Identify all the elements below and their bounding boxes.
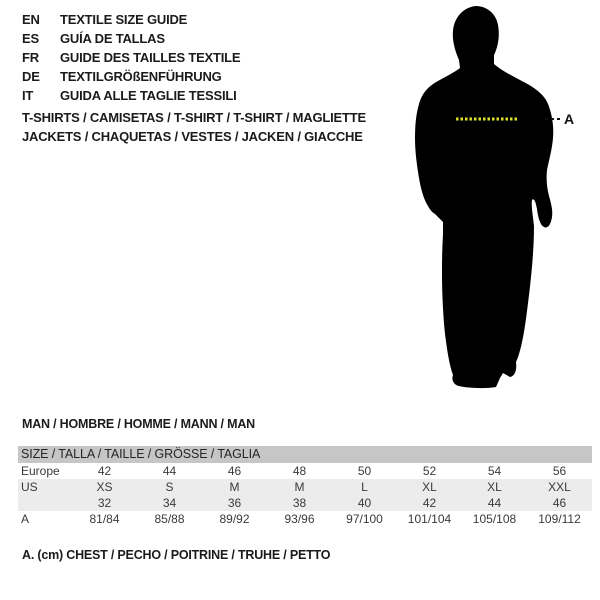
size-value: 81/84 bbox=[89, 512, 120, 526]
size-value: 32 bbox=[97, 496, 112, 510]
table-row-numeric bbox=[18, 495, 592, 511]
size-value: 93/96 bbox=[284, 512, 315, 526]
size-value: 97/100 bbox=[346, 512, 383, 526]
language-row bbox=[22, 86, 240, 105]
language-code: IT bbox=[22, 88, 34, 103]
man-silhouette bbox=[405, 4, 575, 394]
table-row-us bbox=[18, 479, 592, 495]
size-value: 46 bbox=[227, 464, 242, 478]
size-value: 46 bbox=[552, 496, 567, 510]
size-value: 85/88 bbox=[154, 512, 185, 526]
language-title: TEXTILE SIZE GUIDE bbox=[60, 12, 188, 27]
section-title: MAN / HOMBRE / HOMME / MANN / MAN bbox=[22, 417, 255, 431]
size-value: 50 bbox=[357, 464, 372, 478]
language-code: DE bbox=[22, 69, 40, 84]
language-code: FR bbox=[22, 50, 39, 65]
size-value: 44 bbox=[487, 496, 502, 510]
size-value: XL bbox=[487, 480, 502, 494]
size-value: 40 bbox=[357, 496, 372, 510]
category-list bbox=[22, 108, 366, 146]
language-row bbox=[22, 48, 240, 67]
table-row-europe bbox=[18, 463, 592, 479]
size-value: 89/92 bbox=[219, 512, 250, 526]
language-code: EN bbox=[22, 12, 40, 27]
row-label: Europe bbox=[21, 464, 60, 478]
language-row bbox=[22, 10, 240, 29]
size-value: 48 bbox=[292, 464, 307, 478]
language-list bbox=[22, 10, 240, 105]
language-title: TEXTILGRÖßENFÜHRUNG bbox=[60, 69, 222, 84]
measure-label: A bbox=[564, 111, 575, 127]
measurement-footnote: A. (cm) CHEST / PECHO / POITRINE / TRUHE / PETTO bbox=[22, 548, 331, 562]
size-value: L bbox=[361, 480, 368, 494]
man-silhouette-shape bbox=[415, 6, 553, 388]
size-value: M bbox=[294, 480, 305, 494]
size-value: 105/108 bbox=[472, 512, 517, 526]
size-value: 42 bbox=[97, 464, 112, 478]
size-value: 52 bbox=[422, 464, 437, 478]
category-tshirts: T-SHIRTS / CAMISETAS / T-SHIRT / T-SHIRT / MAGLIETTE bbox=[22, 110, 366, 125]
table-row-chest bbox=[18, 511, 592, 527]
size-value: S bbox=[165, 480, 174, 494]
language-row bbox=[22, 67, 240, 86]
size-value: 34 bbox=[162, 496, 177, 510]
size-value: XS bbox=[96, 480, 113, 494]
row-label: US bbox=[21, 480, 38, 494]
size-value: 54 bbox=[487, 464, 502, 478]
size-value: XL bbox=[422, 480, 437, 494]
row-label bbox=[18, 495, 72, 511]
language-row bbox=[22, 29, 240, 48]
size-value: XXL bbox=[548, 480, 571, 494]
language-title: GUIDE DES TAILLES TEXTILE bbox=[60, 50, 241, 65]
size-value: 101/104 bbox=[407, 512, 452, 526]
category-jackets: JACKETS / CHAQUETAS / VESTES / JACKEN / GIACCHE bbox=[22, 129, 363, 144]
size-table-header: SIZE / TALLA / TAILLE / GRÖSSE / TAGLIA bbox=[18, 446, 592, 463]
size-value: 38 bbox=[292, 496, 307, 510]
size-table bbox=[18, 446, 592, 527]
language-title: GUIDA ALLE TAGLIE TESSILI bbox=[60, 88, 237, 103]
size-value: 56 bbox=[552, 464, 567, 478]
size-value: 42 bbox=[422, 496, 437, 510]
size-value: 109/112 bbox=[538, 512, 581, 526]
row-label: A bbox=[21, 512, 30, 526]
language-code: ES bbox=[22, 31, 39, 46]
size-value: M bbox=[229, 480, 240, 494]
size-value: 44 bbox=[162, 464, 177, 478]
language-title: GUÍA DE TALLAS bbox=[60, 31, 165, 46]
size-value: 36 bbox=[227, 496, 242, 510]
